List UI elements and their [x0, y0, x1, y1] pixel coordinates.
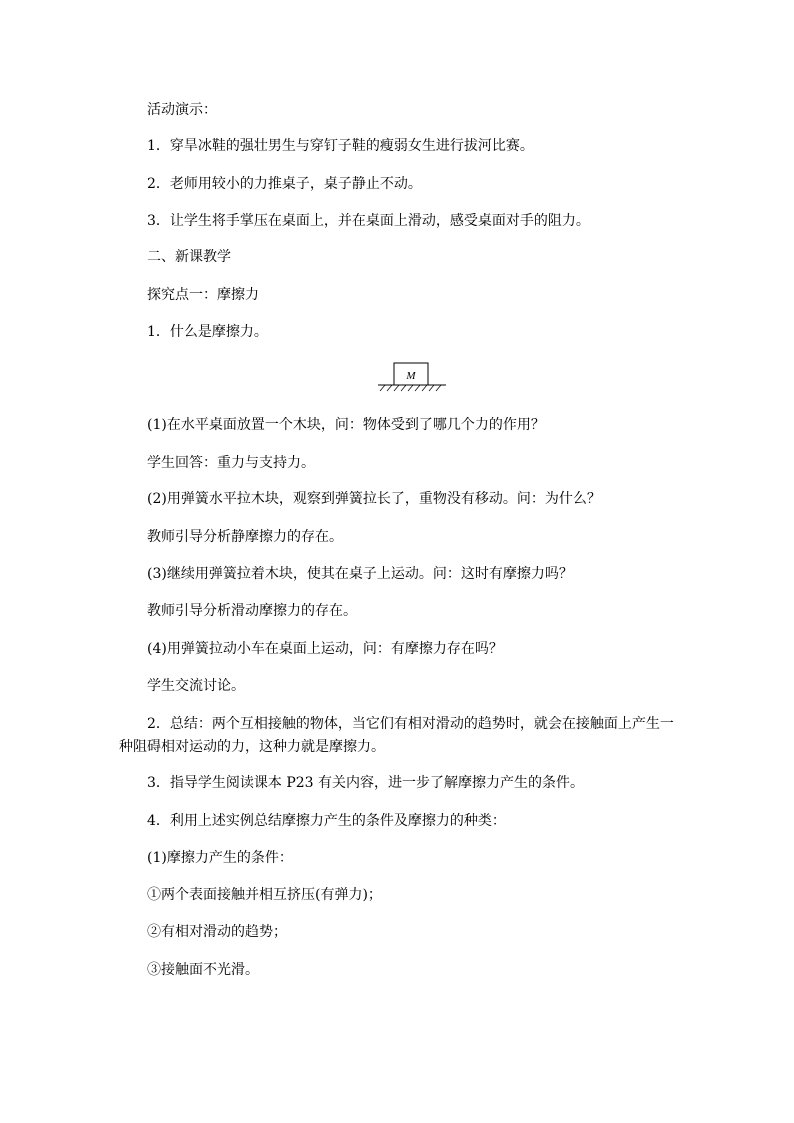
text-line: 4．利用上述实例总结摩擦力产生的条件及摩擦力的种类： [147, 813, 506, 829]
text-line: (3)继续用弹簧拉着木块，使其在桌子上运动。问：这时有摩擦力吗？ [147, 566, 573, 582]
text-line: ①两个表面接触并相互挤压(有弹力)； [147, 887, 382, 903]
text-line: (2)用弹簧水平拉木块，观察到弹簧拉长了，重物没有移动。问：为什么？ [147, 491, 601, 507]
text-line: 3．指导学生阅读课本 P23 有关内容，进一步了解摩擦力产生的条件。 [147, 775, 585, 791]
text-line: (4)用弹簧拉动小车在桌面上运动，问：有摩擦力存在吗？ [147, 641, 503, 657]
text-line: 教师引导分析静摩擦力的存在。 [147, 529, 343, 545]
subsection-heading: 探究点一：摩擦力 [147, 287, 259, 303]
text-line: 种阻碍相对运动的力，这种力就是摩擦力。 [119, 739, 385, 755]
text-line: 活动演示： [147, 102, 217, 118]
block-label: M [406, 370, 416, 382]
text-line: (1)在水平桌面放置一个木块，问：物体受到了哪几个力的作用？ [147, 417, 545, 433]
text-line: 学生交流讨论。 [147, 678, 245, 694]
text-line: 1．什么是摩擦力。 [147, 324, 268, 340]
text-line: 教师引导分析滑动摩擦力的存在。 [147, 603, 357, 619]
text-line: 2．总结：两个互相接触的物体，当它们有相对滑动的趋势时，就会在接触面上产生一 [147, 716, 674, 732]
text-line: 2．老师用较小的力推桌子，桌子静止不动。 [147, 176, 422, 192]
text-line: ③接触面不光滑。 [147, 962, 259, 978]
text-line: 学生回答：重力与支持力。 [147, 455, 315, 471]
text-line: 1．穿旱冰鞋的强壮男生与穿钉子鞋的瘦弱女生进行拔河比赛。 [147, 138, 534, 154]
text-line: ②有相对滑动的趋势； [147, 924, 287, 940]
text-line: (1)摩擦力产生的条件： [147, 850, 293, 866]
text-line: 3．让学生将手掌压在桌面上，并在桌面上滑动，感受桌面对手的阻力。 [147, 213, 590, 229]
section-heading: 二、新课教学 [147, 249, 231, 265]
block-on-table-figure [376, 360, 448, 394]
table-hatching [380, 385, 441, 391]
